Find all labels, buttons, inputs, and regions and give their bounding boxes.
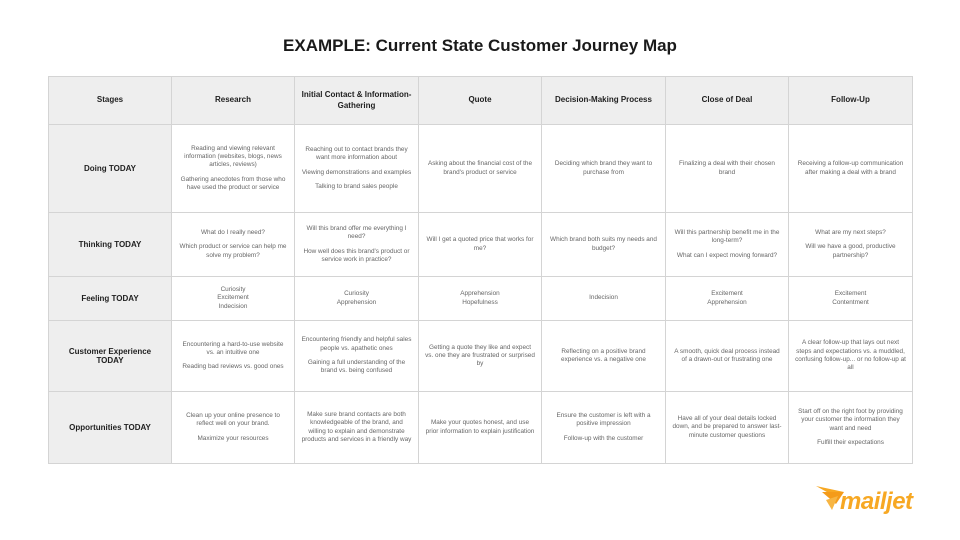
- journey-cell: [172, 125, 295, 213]
- header-cell-decision-making: Decision-Making Process: [542, 77, 666, 125]
- cell-text: Encountering friendly and helpful sales people vs. apathetic ones: [301, 336, 412, 352]
- cell-text: Curiosity Apprehension: [336, 290, 377, 306]
- cell-text: Deciding which brand they want to purchase from: [554, 160, 653, 176]
- journey-cell: [666, 125, 789, 213]
- cell-text: Make your quotes honest, and use prior information to explain justification: [425, 419, 535, 435]
- journey-cell: [172, 213, 295, 277]
- cell-text: Which brand both suits my needs and budget?: [550, 236, 657, 252]
- row-opportunities-today: [49, 392, 913, 464]
- cell-text: Finalizing a deal with their chosen brand: [679, 160, 775, 176]
- cell-text: Excitement Contentment: [832, 290, 869, 306]
- journey-cell: [419, 125, 542, 213]
- cell-text: Which product or service can help me solve my problem?: [179, 243, 287, 259]
- cell-text: What can I expect moving forward?: [676, 251, 778, 259]
- cell-text: Follow-up with the customer: [563, 434, 644, 442]
- cell-text: Reaching out to contact brands they want more information about: [305, 145, 408, 162]
- cell-text: Will I get a quoted price that works for me?: [426, 236, 534, 252]
- row-customer-experience-today: [49, 321, 913, 392]
- header-cell-close-of-deal: Close of Deal: [666, 77, 789, 125]
- cell-text: Reflecting on a positive brand experience vs. a negative one: [561, 347, 646, 363]
- row-doing-today: [49, 125, 913, 213]
- cell-text: A smooth, quick deal process instead of a drawn-out or frustrating one: [674, 347, 780, 363]
- row-feeling-today: [49, 277, 913, 321]
- journey-cell: [542, 321, 666, 392]
- cell-text: Maximize your resources: [197, 434, 269, 442]
- journey-cell: [789, 277, 913, 321]
- journey-cell: [295, 392, 419, 464]
- header-cell-follow-up: Follow-Up: [789, 77, 913, 125]
- journey-cell: [419, 321, 542, 392]
- cell-text: Talking to brand sales people: [315, 182, 398, 190]
- cell-text: Asking about the financial cost of the brand's product or service: [427, 160, 533, 176]
- cell-text: Make sure brand contacts are both knowledgeable of the brand, and willing to explain and demonstrate products and services in a friendly way: [301, 410, 412, 443]
- row-label: Doing TODAY: [49, 125, 172, 213]
- cell-text: How well does this brand's product or service work in practice?: [303, 247, 410, 263]
- header-cell-stages: Stages: [49, 77, 172, 125]
- journey-cell: [172, 277, 295, 321]
- cell-text: Reading bad reviews vs. good ones: [182, 363, 284, 371]
- header-row: [49, 77, 913, 125]
- row-label: Thinking TODAY: [49, 213, 172, 277]
- cell-text: Will this brand offer me everything I need?: [306, 224, 407, 241]
- row-label: Opportunities TODAY: [49, 392, 172, 464]
- journey-cell: [295, 321, 419, 392]
- header-cell-research: Research: [172, 77, 295, 125]
- row-thinking-today: [49, 213, 913, 277]
- journey-cell: [172, 392, 295, 464]
- cell-text: Fulfill their expectations: [817, 438, 884, 446]
- cell-text: Have all of your deal details locked down, and be prepared to answer last-minute customer questions: [672, 415, 782, 439]
- cell-text: Start off on the right foot by providing your customer the information they want and need: [798, 407, 903, 432]
- journey-cell: [666, 321, 789, 392]
- cell-text: A clear follow-up that lays out next steps and expectations vs. a muddled, confusing follow-up... or no follow-up at all: [795, 339, 906, 372]
- journey-cell: [419, 392, 542, 464]
- cell-text: Receiving a follow-up communication after making a deal with a brand: [797, 160, 904, 176]
- journey-cell: [789, 213, 913, 277]
- journey-cell: [419, 213, 542, 277]
- journey-cell: [542, 213, 666, 277]
- journey-cell: [666, 277, 789, 321]
- cell-text: Reading and viewing relevant information (websites, blogs, news articles, reviews): [184, 144, 282, 169]
- journey-cell: [542, 392, 666, 464]
- cell-text: Indecision: [589, 294, 618, 302]
- journey-cell: [172, 321, 295, 392]
- row-label: Feeling TODAY: [49, 277, 172, 321]
- journey-cell: [666, 213, 789, 277]
- row-label: Customer Experience TODAY: [49, 321, 172, 392]
- mailjet-logo-text: mailjet: [840, 488, 913, 515]
- journey-cell: [295, 125, 419, 213]
- cell-text: What are my next steps?: [815, 229, 886, 236]
- header-cell-quote: Quote: [419, 77, 542, 125]
- cell-text: Getting a quote they like and expect vs. one they are frustrated or surprised by: [425, 343, 535, 368]
- cell-text: Gaining a full understanding of the brand vs. being confused: [307, 359, 406, 375]
- cell-text: Encountering a hard-to-use website vs. an intuitive one: [182, 340, 284, 356]
- cell-text: Will we have a good, productive partnership?: [805, 243, 896, 259]
- cell-text: Excitement Apprehension: [707, 290, 747, 306]
- journey-cell: [789, 392, 913, 464]
- header-cell-initial-contact: Initial Contact & Information-Gathering: [295, 77, 419, 125]
- journey-cell: [542, 125, 666, 213]
- journey-map-table: [48, 76, 913, 464]
- journey-cell: [419, 277, 542, 321]
- cell-text: What do I really need?: [201, 229, 265, 236]
- journey-cell: [542, 277, 666, 321]
- cell-text: Gathering anecdotes from those who have used the product or service: [180, 175, 286, 191]
- cell-text: Apprehension Hopefulness: [460, 290, 500, 306]
- cell-text: Ensure the customer is left with a positive impression: [556, 412, 651, 428]
- cell-text: Curiosity Excitement Indecision: [217, 286, 249, 310]
- cell-text: Viewing demonstrations and examples: [301, 168, 412, 176]
- cell-text: Clean up your online presence to reflect well on your brand.: [186, 412, 280, 428]
- journey-cell: [789, 125, 913, 213]
- cell-text: Will this partnership benefit me in the long-term?: [674, 229, 780, 245]
- journey-cell: [295, 213, 419, 277]
- journey-cell: [295, 277, 419, 321]
- page-title: EXAMPLE: Current State Customer Journey Map: [283, 36, 677, 55]
- journey-cell: [666, 392, 789, 464]
- journey-cell: [789, 321, 913, 392]
